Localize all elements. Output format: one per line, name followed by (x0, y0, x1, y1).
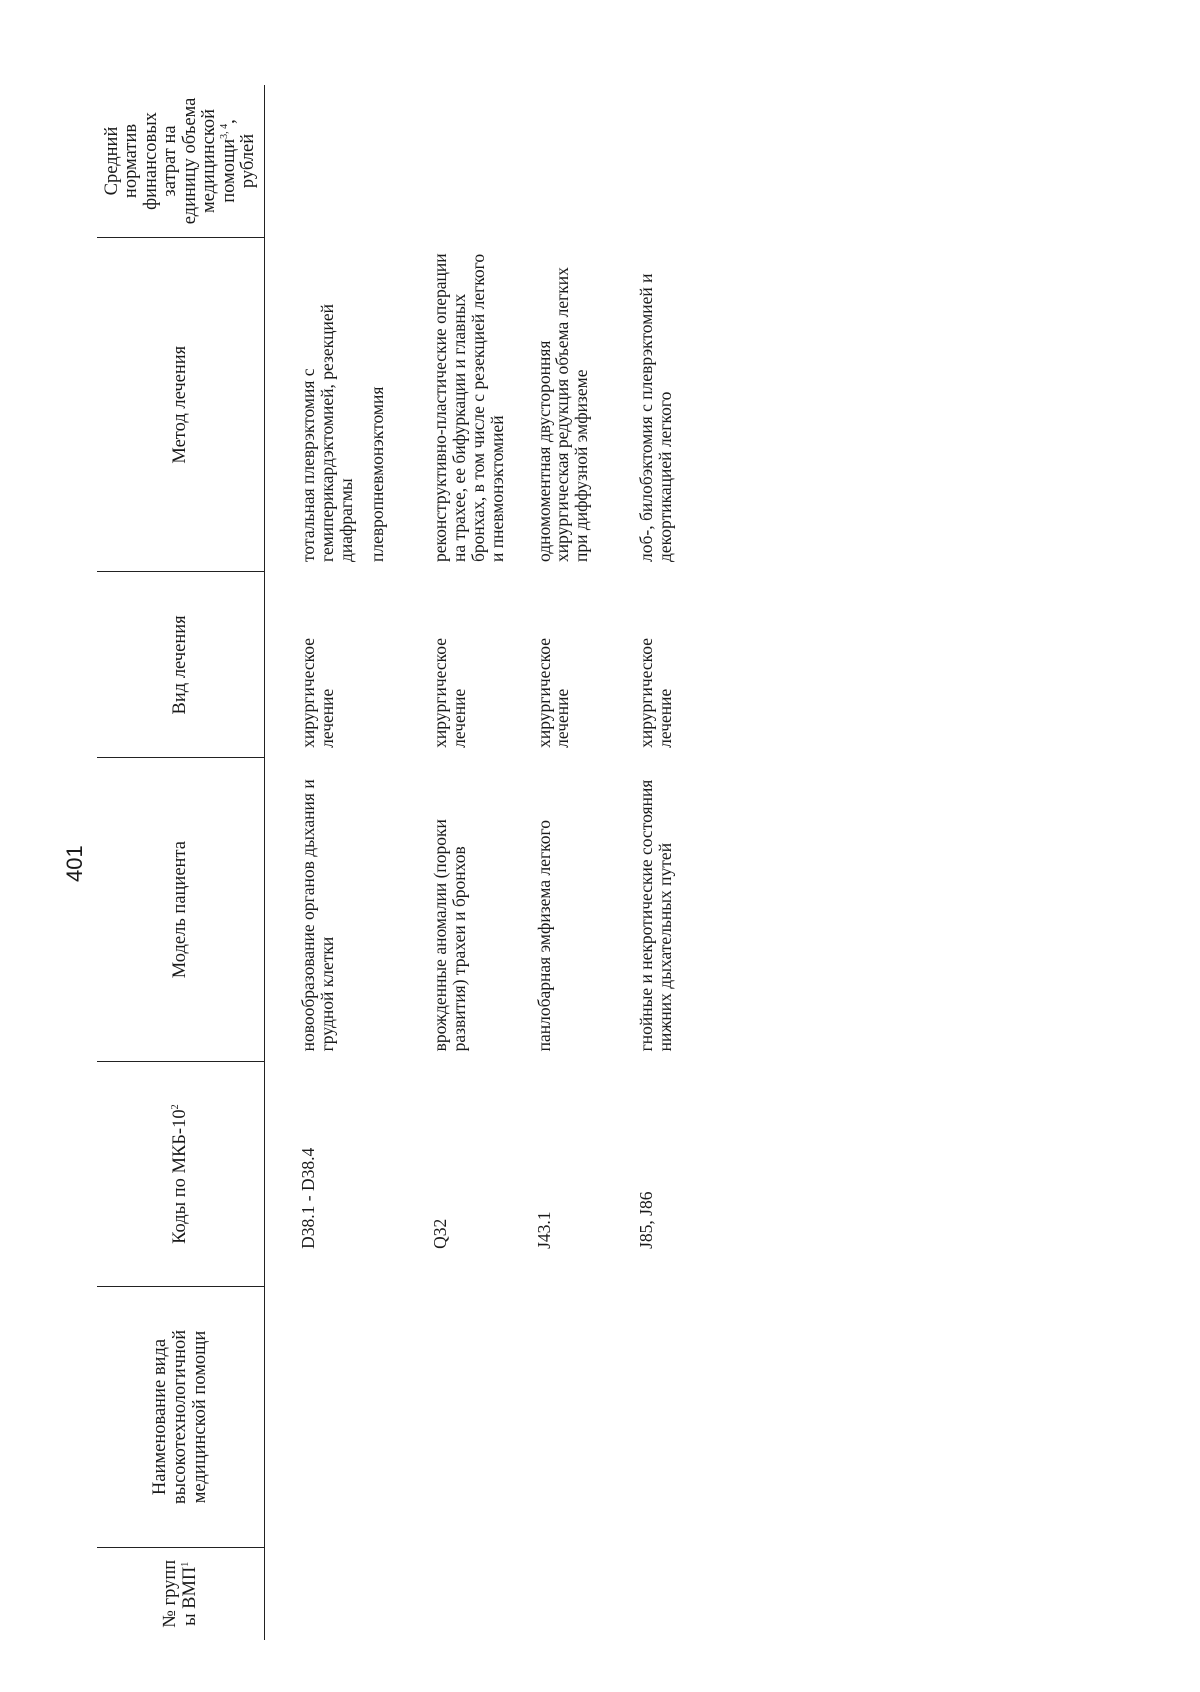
cell-name (637, 1287, 687, 1547)
header-icd-codes: Коды по МКБ-$10^2$ (97, 1061, 265, 1287)
table-row (299, 85, 368, 1640)
cell-model: новообразование органов дыхания и грудной клетки (298, 779, 338, 1052)
cell-method: плевропневмонэктомия (367, 386, 388, 562)
cell-name (299, 1287, 368, 1547)
table-row (368, 85, 431, 1640)
cell-name (535, 1287, 638, 1547)
cell-model (368, 758, 431, 1062)
table-row (535, 85, 638, 1640)
cell-cost (637, 85, 687, 237)
table-header-row (97, 85, 265, 1640)
cell-group (431, 1547, 535, 1640)
cell-group (535, 1547, 638, 1640)
cell-treatment-type: хирургическое лечение (429, 638, 469, 748)
header-treatment-method: Метод лечения (97, 237, 265, 572)
cell-codes: J43.1 (533, 1211, 554, 1249)
cell-treatment-type (368, 572, 431, 758)
cell-model: гнойные и некротические состояния нижних дыхательных путей (636, 779, 676, 1052)
cell-cost (431, 85, 535, 237)
cell-cost (299, 85, 368, 237)
cell-name (431, 1287, 535, 1547)
table-spacer (265, 85, 300, 1640)
table-row (431, 85, 535, 1640)
cell-name (368, 1287, 431, 1547)
cell-treatment-type: хирургическое лечение (533, 638, 573, 748)
cell-codes: Q32 (429, 1218, 450, 1249)
page-number: 401 (62, 845, 87, 882)
header-treatment-type: Вид лечения (97, 572, 265, 758)
cell-group (299, 1547, 368, 1640)
cell-model: врожденные аномалии (пороки развития) трахеи и бронхов (429, 819, 469, 1052)
cell-cost (535, 85, 638, 237)
cell-cost (368, 85, 431, 237)
cell-treatment-type: хирургическое лечение (636, 638, 676, 748)
header-cost-norm: Средний норматив финансовых затрат на единицу объема медицинской помощи$^{3, 4}$, рублей (97, 85, 265, 237)
cell-codes: J85, J86 (636, 1191, 657, 1249)
header-vmp-name: Наименование вида высокотехнологичной медицинской помощи (97, 1287, 265, 1547)
vmp-table (97, 85, 687, 1640)
header-group-number: № групп ы ВМП$^1$ (97, 1547, 265, 1640)
rotated-page (0, 20, 1110, 1640)
cell-group (637, 1547, 687, 1640)
cell-codes: D38.1 - D38.4 (298, 1147, 319, 1249)
cell-method: реконструктивно-пластические операции на трахее, ее бифуркации и главных бронхах, в том числе с резекцией легкого и пневмонэктомией (429, 253, 507, 562)
cell-method: лоб-, билобэктомия с плеврэктомией и декортикацией легкого (636, 273, 676, 562)
cell-method: тотальная плеврэктомия с гемиперикардэктомией, резекцией диафрагмы (298, 304, 357, 562)
header-patient-model: Модель пациента (97, 758, 265, 1062)
cell-model: панлобарная эмфизема легкого (533, 819, 554, 1052)
cell-codes (368, 1061, 431, 1287)
cell-method: одномоментная двусторонняя хирургическая редукция объема легких при диффузной эмфиземе (533, 267, 592, 562)
cell-treatment-type: хирургическое лечение (298, 638, 338, 748)
table-row (637, 85, 687, 1640)
cell-group (368, 1547, 431, 1640)
